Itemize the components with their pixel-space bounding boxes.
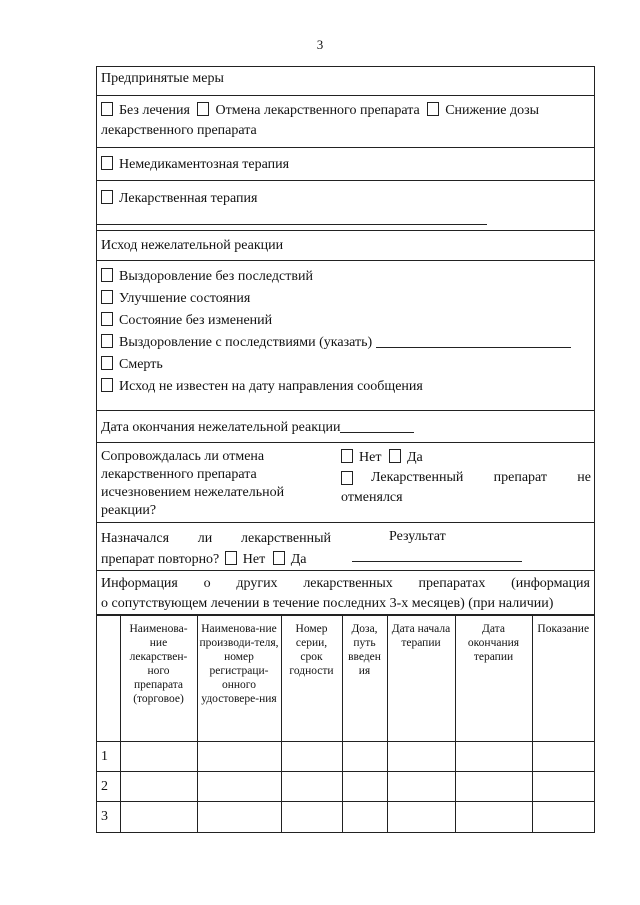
table-cell[interactable] (532, 802, 594, 832)
other-drugs-table (97, 615, 594, 832)
rechallenge-yes-label: Да (290, 552, 307, 567)
table-cell[interactable] (120, 742, 197, 772)
header-cell: Дата начала терапии (387, 616, 455, 742)
measures-title: Предпринятые меры (101, 71, 224, 86)
no-treatment-label: Без лечения (119, 103, 190, 118)
outcome-option (101, 333, 590, 355)
outcome-option (101, 377, 590, 399)
rechallenge-no-checkbox[interactable] (225, 551, 237, 565)
outcome-checkbox[interactable] (101, 268, 113, 282)
table-cell[interactable] (455, 802, 532, 832)
table-cell[interactable] (342, 772, 387, 802)
rechallenge-no-label: Нет (242, 552, 266, 567)
header-cell: Доза, путь введен ия (342, 616, 387, 742)
other-drugs-title-row (97, 570, 594, 614)
table-cell[interactable] (532, 772, 594, 802)
page-number: 3 (316, 37, 324, 52)
withdrawal-question-line: реакции? (101, 503, 157, 518)
dose-reduction-checkbox[interactable] (427, 102, 439, 116)
not-withdrawn-label-cont: отменялся (341, 490, 403, 505)
rechallenge-row (97, 522, 594, 570)
not-withdrawn-checkbox[interactable] (341, 471, 353, 485)
withdrawal-no-checkbox[interactable] (341, 449, 353, 463)
table-cell[interactable] (120, 802, 197, 832)
table-row (97, 772, 594, 802)
end-date-field[interactable] (340, 418, 414, 433)
header-cell: Наименова-ние производи-теля, номер регистраци-онного удостовере-ния (197, 616, 281, 742)
rechallenge-line1: Назначался ли лекарственный (101, 531, 331, 546)
table-cell[interactable] (197, 742, 281, 772)
withdrawal-answers (341, 448, 591, 508)
withdrawal-question-line: лекарственного препарата (101, 467, 257, 482)
withdrawal-row (97, 442, 594, 522)
outcome-label: Смерть (119, 357, 163, 372)
withdrawal-checkbox[interactable] (197, 102, 209, 116)
row-number: 1 (97, 742, 120, 772)
withdrawal-yes-label: Да (406, 450, 423, 465)
dose-reduction-label-cont: лекарственного препарата (101, 123, 257, 138)
drug-therapy-checkbox[interactable] (101, 190, 113, 204)
outcome-title: Исход нежелательной реакции (101, 238, 284, 253)
outcome-label: Состояние без изменений (119, 313, 273, 328)
not-withdrawn-label: Лекарственный препарат не (371, 470, 591, 485)
rechallenge-yes-checkbox[interactable] (273, 551, 285, 565)
other-drugs-title-line1: Информация о других лекарственных препаратах (информация (101, 576, 590, 591)
row-number: 3 (97, 802, 120, 832)
rechallenge-result-label: Результат (389, 529, 446, 544)
rechallenge-line2: препарат повторно? (101, 552, 220, 567)
table-row (97, 802, 594, 832)
row-number: 2 (97, 772, 120, 802)
outcome-checkbox[interactable] (101, 334, 113, 348)
outcome-label: Выздоровление с последствиями (указать) (119, 335, 373, 350)
table-cell[interactable] (281, 742, 342, 772)
outcome-option (101, 355, 590, 377)
non-drug-row (97, 147, 594, 180)
table-cell[interactable] (387, 742, 455, 772)
table-cell[interactable] (342, 742, 387, 772)
withdrawal-question-line: исчезновением нежелательной (101, 485, 285, 500)
outcome-option (101, 311, 590, 333)
non-drug-checkbox[interactable] (101, 156, 113, 170)
rechallenge-result-field[interactable] (352, 561, 522, 562)
table-cell[interactable] (281, 772, 342, 802)
outcome-options-row (97, 260, 594, 410)
table-cell[interactable] (120, 772, 197, 802)
table-header-row (97, 616, 594, 742)
rechallenge-question (101, 529, 331, 570)
outcome-checkbox[interactable] (101, 312, 113, 326)
measures-options-row (97, 95, 594, 147)
adverse-reaction-form (96, 66, 595, 833)
outcome-label: Улучшение состояния (119, 291, 251, 306)
drug-therapy-label: Лекарственная терапия (119, 191, 258, 206)
table-cell[interactable] (197, 772, 281, 802)
header-cell: Дата окончания терапии (455, 616, 532, 742)
table-row (97, 742, 594, 772)
withdrawal-question-line: Сопровождалась ли отмена (101, 449, 265, 464)
header-cell: Номер серии, срок годности (281, 616, 342, 742)
outcome-label: Выздоровление без последствий (119, 269, 313, 284)
outcome-checkbox[interactable] (101, 378, 113, 392)
outcome-label: Исход не известен на дату направления сообщения (119, 379, 423, 394)
no-treatment-checkbox[interactable] (101, 102, 113, 116)
withdrawal-label: Отмена лекарственного препарата (215, 103, 420, 118)
outcome-option (101, 289, 590, 311)
table-cell[interactable] (342, 802, 387, 832)
header-cell: Наименова-ние лекарствен-ного препарата (торговое) (120, 616, 197, 742)
outcome-option (101, 267, 590, 289)
non-drug-label: Немедикаментозная терапия (119, 157, 290, 172)
outcome-consequences-field[interactable] (376, 333, 571, 348)
table-cell[interactable] (455, 742, 532, 772)
other-drugs-table-wrap (97, 614, 594, 832)
table-cell[interactable] (197, 802, 281, 832)
other-drugs-title-line2: о сопутствующем лечении в течение последних 3-х месяцев) (при наличии) (101, 596, 554, 611)
table-cell[interactable] (532, 742, 594, 772)
outcome-checkbox[interactable] (101, 290, 113, 304)
outcome-title-row (97, 230, 594, 260)
drug-therapy-field[interactable] (97, 224, 487, 225)
withdrawal-no-label: Нет (359, 450, 382, 465)
table-cell[interactable] (281, 802, 342, 832)
end-date-row (97, 410, 594, 442)
outcome-checkbox[interactable] (101, 356, 113, 370)
measures-title-row (97, 67, 594, 95)
withdrawal-yes-checkbox[interactable] (389, 449, 401, 463)
table-cell[interactable] (455, 772, 532, 802)
end-date-label: Дата окончания нежелательной реакции (101, 420, 341, 435)
dose-reduction-label: Снижение дозы (445, 103, 540, 118)
header-cell-number (97, 616, 120, 742)
header-cell: Показание (532, 616, 594, 742)
table-cell[interactable] (387, 802, 455, 832)
table-cell[interactable] (387, 772, 455, 802)
drug-therapy-row (97, 180, 594, 230)
withdrawal-question (101, 448, 331, 520)
